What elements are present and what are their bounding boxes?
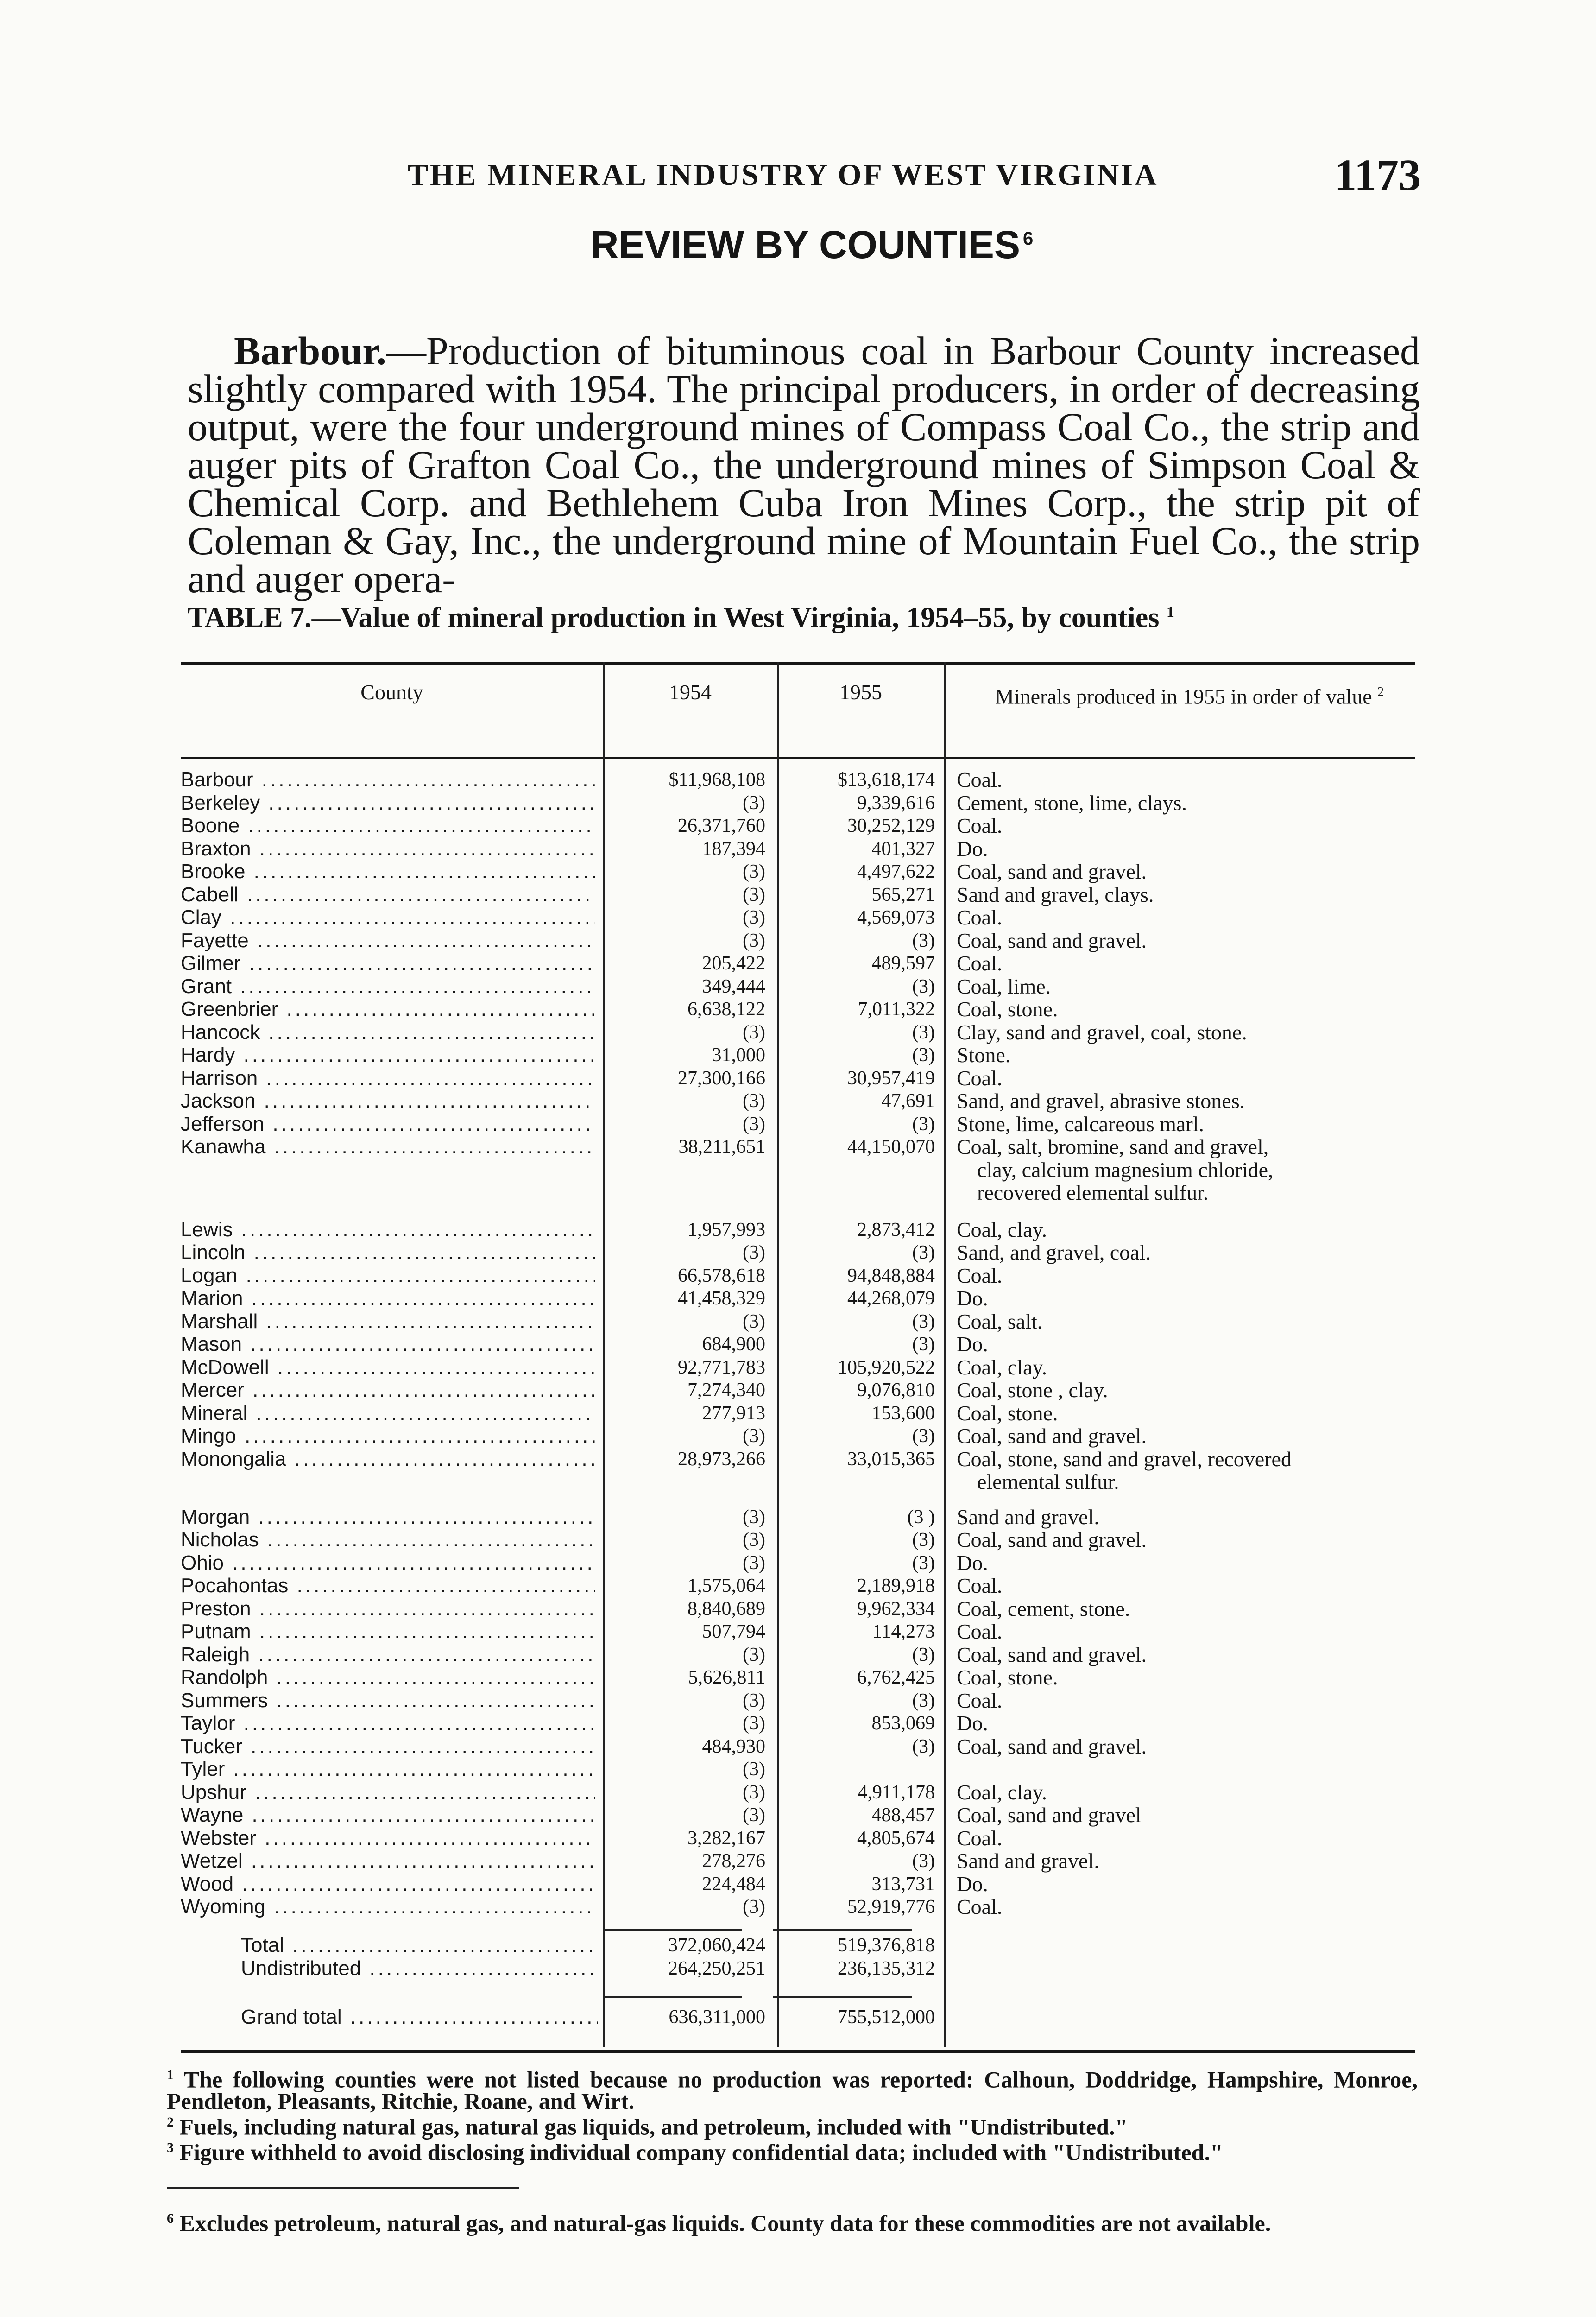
grand-total-row	[181, 2006, 1415, 2029]
footnote-2-mark: 2	[167, 2114, 174, 2130]
value-1955: (3)	[912, 1850, 935, 1872]
county-name: Webster .....	[181, 1827, 595, 1850]
value-1955: 153,600	[871, 1402, 935, 1424]
county-name: Hardy .....	[181, 1044, 595, 1067]
county-name: Barbour .....	[181, 768, 595, 791]
value-1955: (3)	[912, 1529, 935, 1551]
minerals-produced: Sand and gravel, clays.	[957, 882, 1154, 906]
table-row	[181, 1506, 1415, 1529]
column-header-minerals-text: Minerals produced in 1955 in order of value	[995, 684, 1372, 709]
minerals-produced: Coal, sand and gravel	[957, 1803, 1142, 1827]
table-row	[181, 768, 1415, 791]
value-1955: 30,957,419	[847, 1067, 935, 1089]
column-header-minerals-footnote-mark: 2	[1377, 685, 1384, 699]
total-1954: 636,311,000	[669, 2007, 765, 2028]
value-1955: 47,691	[881, 1090, 935, 1112]
county-name: Pocahontas .....	[181, 1574, 595, 1597]
value-1954: (3)	[743, 1552, 765, 1574]
county-name: Brooke .....	[181, 860, 595, 883]
minerals-produced: Sand and gravel.	[957, 1849, 1099, 1873]
county-name: Harrison .....	[181, 1067, 595, 1090]
minerals-produced-continued: elemental sulfur.	[977, 1470, 1119, 1494]
table-row	[181, 1424, 1415, 1448]
table-row	[181, 1758, 1415, 1781]
county-name: McDowell .....	[181, 1356, 595, 1379]
table-row	[181, 1402, 1415, 1425]
value-1955: 401,327	[871, 838, 935, 860]
value-1954: (3)	[743, 1759, 765, 1780]
table-row	[181, 1735, 1415, 1758]
minerals-produced: Sand, and gravel, coal.	[957, 1241, 1151, 1264]
county-name: Monongalia .....	[181, 1448, 595, 1471]
table-row-continuation	[181, 1470, 1415, 1494]
footnote-3-text: Figure withheld to avoid disclosing individual company confidential data; included with "Undistributed."	[179, 2139, 1223, 2165]
county-name: Grant .....	[181, 975, 595, 998]
table-row	[181, 814, 1415, 837]
value-1954: 3,282,167	[688, 1827, 765, 1849]
minerals-produced: Coal, stone, sand and gravel, recovered	[957, 1447, 1292, 1471]
minerals-produced: Coal.	[957, 1066, 1003, 1090]
value-1954: (3)	[743, 1690, 765, 1711]
value-1954: 224,484	[702, 1873, 765, 1895]
value-1954: 1,575,064	[688, 1575, 765, 1596]
minerals-produced: Coal, salt, bromine, sand and gravel,	[957, 1135, 1269, 1158]
minerals-produced: Sand and gravel.	[957, 1505, 1099, 1529]
value-1955: (3)	[912, 975, 935, 997]
minerals-produced: Do.	[957, 1711, 988, 1735]
table-row	[181, 1827, 1415, 1850]
county-name: Morgan .....	[181, 1506, 595, 1529]
value-1955: 4,497,622	[857, 861, 935, 882]
footnote-6-text: Excludes petroleum, natural gas, and natural-gas liquids. County data for these commodities are not available.	[179, 2210, 1271, 2236]
value-1955: 105,920,522	[838, 1356, 935, 1378]
value-1954: (3)	[743, 792, 765, 814]
table-row	[181, 1849, 1415, 1873]
county-name: Jackson .....	[181, 1089, 595, 1113]
minerals-produced: Coal.	[957, 1620, 1003, 1643]
value-1954: (3)	[743, 1529, 765, 1551]
value-1955: 313,731	[871, 1873, 935, 1895]
table-row	[181, 1895, 1415, 1918]
value-1954: 66,578,618	[678, 1265, 765, 1286]
table-row	[181, 1712, 1415, 1735]
value-1954: 7,274,340	[688, 1380, 765, 1401]
table-row	[181, 1333, 1415, 1356]
intro-paragraph	[188, 329, 1420, 601]
minerals-produced-continued: clay, calcium magnesium chloride,	[977, 1158, 1274, 1182]
table-row	[181, 1218, 1415, 1241]
table-row	[181, 837, 1415, 861]
county-name: Mineral .....	[181, 1402, 595, 1425]
table-row	[181, 883, 1415, 906]
minerals-produced: Coal, sand and gravel.	[957, 1642, 1147, 1666]
value-1955: 7,011,322	[858, 999, 935, 1020]
value-1955: 488,457	[871, 1804, 935, 1826]
minerals-produced: Coal, lime.	[957, 974, 1051, 998]
page-number: 1173	[1334, 150, 1421, 200]
county-name: Boone .....	[181, 814, 595, 837]
table-caption-text: TABLE 7.—Value of mineral production in West Virginia, 1954–55, by counties	[188, 602, 1160, 633]
value-1954: 38,211,651	[678, 1136, 765, 1158]
county-name: Marshall .....	[181, 1310, 595, 1333]
county-name: Hancock .....	[181, 1021, 595, 1044]
table-row	[181, 1113, 1415, 1136]
table-row	[181, 1310, 1415, 1333]
table-row	[181, 1089, 1415, 1113]
value-1954: (3)	[743, 1090, 765, 1112]
minerals-produced: Coal, sand and gravel.	[957, 928, 1147, 952]
value-1955: 52,919,776	[847, 1896, 935, 1918]
county-name: Logan .....	[181, 1264, 595, 1287]
value-1955: 4,911,178	[858, 1781, 935, 1803]
table-row	[181, 1551, 1415, 1575]
county-name: Taylor .....	[181, 1712, 595, 1735]
table-row	[181, 952, 1415, 975]
county-name: Nicholas .....	[181, 1528, 595, 1551]
value-1955: 4,805,674	[857, 1827, 935, 1849]
table-row	[181, 1873, 1415, 1896]
table-row	[181, 1528, 1415, 1551]
table-row	[181, 1356, 1415, 1379]
minerals-produced: Do.	[957, 1332, 988, 1356]
county-name: Tyler .....	[181, 1758, 595, 1781]
value-1954: 1,957,993	[688, 1219, 765, 1241]
value-1955: $13,618,174	[838, 769, 935, 791]
total-1954: 264,250,251	[668, 1958, 765, 1979]
value-1954: 92,771,783	[678, 1356, 765, 1378]
minerals-produced: Clay, sand and gravel, coal, stone.	[957, 1020, 1247, 1044]
value-1955: (3)	[912, 1735, 935, 1757]
value-1954: 28,973,266	[678, 1448, 765, 1470]
minerals-produced: Coal.	[957, 1574, 1003, 1597]
county-name: Randolph .....	[181, 1666, 595, 1689]
mineral-value-table	[181, 662, 1415, 2052]
table-row	[181, 1448, 1415, 1471]
value-1954: 278,276	[702, 1850, 765, 1872]
table-row	[181, 1597, 1415, 1621]
value-1954: (3)	[743, 907, 765, 928]
county-name: Ohio .....	[181, 1551, 595, 1575]
minerals-produced: Do.	[957, 1551, 988, 1575]
value-1954: (3)	[743, 1804, 765, 1826]
minerals-produced: Coal.	[957, 951, 1003, 975]
county-name: Mingo .....	[181, 1424, 595, 1448]
minerals-produced: Coal, stone.	[957, 997, 1058, 1021]
value-1955: 565,271	[871, 884, 935, 905]
intro-text: —Production of bituminous coal in Barbour County increased slightly compared with 1954. The principal producers, in order of decreasing output, were the four underground mines of Compass Coal Co., the strip and auger pits of Grafton Coal Co., the underground mines of Simpson Coal & Chemical Corp. and Bethlehem Cuba Iron Mines Corp., the strip pit of Coleman & Gay, Inc., the underground mine of Mountain Fuel Co., the strip and auger opera-	[188, 329, 1420, 601]
county-name: Mason .....	[181, 1333, 595, 1356]
value-1955: (3)	[912, 1334, 935, 1355]
table-row	[181, 1643, 1415, 1666]
table-header-rule	[181, 757, 1415, 759]
total-label: Undistributed .....	[241, 1957, 598, 1980]
minerals-produced: Coal, sand and gravel.	[957, 860, 1147, 883]
minerals-produced: Coal.	[957, 905, 1003, 929]
value-1954: (3)	[743, 930, 765, 951]
table-row	[181, 1781, 1415, 1804]
county-name: Berkeley .....	[181, 791, 595, 815]
county-name: Wood .....	[181, 1873, 595, 1896]
footnote-3-mark: 3	[167, 2140, 174, 2156]
county-name: Raleigh .....	[181, 1643, 595, 1666]
total-label: Grand total .....	[241, 2006, 598, 2029]
county-name: Preston .....	[181, 1597, 595, 1621]
footnote-1-mark: 1	[167, 2067, 174, 2083]
county-name: Fayette .....	[181, 929, 595, 952]
value-1955: (3)	[912, 1045, 935, 1066]
value-1954: (3)	[743, 1310, 765, 1332]
minerals-produced: Coal.	[957, 1263, 1003, 1287]
county-name: Cabell .....	[181, 883, 595, 906]
total-label: Total .....	[241, 1934, 598, 1957]
value-1954: (3)	[743, 1781, 765, 1803]
value-1955: 489,597	[871, 953, 935, 974]
value-1955: 44,150,070	[847, 1136, 935, 1158]
value-1955: 94,848,884	[847, 1265, 935, 1286]
value-1955: (3)	[912, 1021, 935, 1043]
value-1954: (3)	[743, 1644, 765, 1665]
minerals-produced: Do.	[957, 836, 988, 861]
county-name: Wyoming .....	[181, 1895, 595, 1918]
table-row	[181, 1067, 1415, 1090]
table-row	[181, 1379, 1415, 1402]
value-1955: (3)	[912, 930, 935, 951]
value-1954: 26,371,760	[678, 815, 765, 836]
value-1954: (3)	[743, 1425, 765, 1447]
value-1955: 2,873,412	[857, 1219, 935, 1241]
county-name: Lewis .....	[181, 1218, 595, 1241]
county-name: Tucker .....	[181, 1735, 595, 1758]
value-1955: (3)	[912, 1644, 935, 1665]
value-1955: 2,189,918	[857, 1575, 935, 1596]
footnote-1-text: The following counties were not listed because no production was reported: Calhoun, Doddridge, Hampshire, Monroe, Pendleton, Pleasants, Ritchie, Roane, and Wirt.	[167, 2066, 1418, 2114]
value-1954: 41,458,329	[678, 1288, 765, 1309]
sum-rule	[773, 1929, 912, 1931]
value-1954: $11,968,108	[669, 769, 765, 791]
value-1954: (3)	[743, 1113, 765, 1135]
minerals-produced: Do.	[957, 1286, 988, 1310]
county-name: Wetzel .....	[181, 1849, 595, 1873]
minerals-produced: Stone.	[957, 1043, 1011, 1067]
value-1954: 277,913	[702, 1402, 765, 1424]
column-header-minerals	[964, 680, 1415, 709]
county-name: Summers .....	[181, 1689, 595, 1712]
value-1954: 5,626,811	[688, 1667, 765, 1688]
sum-rule	[603, 1996, 742, 1998]
value-1954: (3)	[743, 1896, 765, 1918]
county-name: Mercer .....	[181, 1379, 595, 1402]
column-header-1954: 1954	[669, 680, 712, 704]
total-row	[181, 1934, 1415, 1957]
table-row-continuation	[181, 1158, 1415, 1182]
total-1955: 236,135,312	[838, 1958, 935, 1979]
value-1954: (3)	[743, 1506, 765, 1528]
table-bottom-rule	[181, 2050, 1415, 2053]
footnote-2-text: Fuels, including natural gas, natural gas liquids, and petroleum, included with "Undistributed."	[179, 2114, 1128, 2140]
value-1955: 30,252,129	[847, 815, 935, 836]
value-1954: 187,394	[702, 838, 765, 860]
footnote-divider	[167, 2187, 519, 2189]
value-1955: (3)	[912, 1310, 935, 1332]
table-row	[181, 975, 1415, 998]
minerals-produced: Stone, lime, calcareous marl.	[957, 1112, 1204, 1136]
minerals-produced: Sand, and gravel, abrasive stones.	[957, 1089, 1245, 1113]
value-1955: 6,762,425	[857, 1667, 935, 1688]
county-name: Gilmer .....	[181, 952, 595, 975]
value-1955: 4,569,073	[857, 907, 935, 928]
value-1954: (3)	[743, 1713, 765, 1734]
value-1955: 853,069	[871, 1713, 935, 1734]
table-row	[181, 1574, 1415, 1597]
footnote-1	[167, 2064, 1418, 2112]
county-name: Braxton .....	[181, 837, 595, 861]
page-header	[0, 149, 1596, 200]
table-row	[181, 906, 1415, 929]
sum-rule	[603, 1929, 742, 1931]
table-row	[181, 1287, 1415, 1310]
table-row	[181, 998, 1415, 1021]
county-name: Putnam .....	[181, 1620, 595, 1643]
value-1954: (3)	[743, 861, 765, 882]
minerals-produced: Coal, salt.	[957, 1309, 1043, 1333]
value-1954: 31,000	[712, 1045, 765, 1066]
section-title-footnote-mark: 6	[1023, 228, 1034, 249]
table-row	[181, 1666, 1415, 1689]
minerals-produced: Coal, cement, stone.	[957, 1596, 1130, 1621]
value-1954: 8,840,689	[688, 1598, 765, 1620]
value-1955: 33,015,365	[847, 1448, 935, 1470]
table-caption	[188, 601, 1420, 634]
minerals-produced: Coal.	[957, 1895, 1003, 1918]
value-1954: 684,900	[702, 1334, 765, 1355]
value-1954: 507,794	[702, 1621, 765, 1642]
value-1955: 9,076,810	[857, 1380, 935, 1401]
value-1955: 44,268,079	[847, 1288, 935, 1309]
minerals-produced: Coal, stone , clay.	[957, 1378, 1108, 1402]
table-row	[181, 1804, 1415, 1827]
table-row	[181, 791, 1415, 815]
value-1954: 484,930	[702, 1735, 765, 1757]
footnote-6-mark: 6	[167, 2211, 174, 2226]
total-1955: 519,376,818	[838, 1935, 935, 1956]
total-1955: 755,512,000	[838, 2007, 935, 2028]
county-name: Greenbrier .....	[181, 998, 595, 1021]
county-name: Wayne .....	[181, 1804, 595, 1827]
value-1954: (3)	[743, 1021, 765, 1043]
running-head: THE MINERAL INDUSTRY OF WEST VIRGINIA	[408, 158, 1159, 192]
minerals-produced: Coal.	[957, 814, 1003, 837]
value-1955: (3)	[912, 1113, 935, 1135]
table-row	[181, 860, 1415, 883]
table-row	[181, 929, 1415, 952]
minerals-produced: Coal, clay.	[957, 1217, 1047, 1241]
table-row	[181, 1241, 1415, 1264]
value-1955: 9,962,334	[857, 1598, 935, 1620]
value-1955: (3)	[912, 1242, 935, 1263]
table-footnotes	[167, 2064, 1418, 2163]
minerals-produced: Coal.	[957, 768, 1003, 791]
table-row	[181, 1620, 1415, 1643]
table-row	[181, 1021, 1415, 1044]
value-1955: (3)	[912, 1552, 935, 1574]
value-1954: 27,300,166	[678, 1067, 765, 1089]
value-1955: (3 )	[907, 1506, 935, 1528]
minerals-produced: Coal, stone.	[957, 1401, 1058, 1425]
table-caption-footnote-mark: 1	[1166, 603, 1174, 621]
section-title-text: REVIEW BY COUNTIES	[590, 223, 1020, 266]
minerals-produced: Do.	[957, 1872, 988, 1896]
minerals-produced: Coal, sand and gravel.	[957, 1528, 1147, 1551]
county-name: Upshur .....	[181, 1781, 595, 1804]
column-header-1955: 1955	[839, 680, 882, 704]
table-row-continuation	[181, 1181, 1415, 1204]
value-1955: (3)	[912, 1690, 935, 1711]
table-top-rule	[181, 662, 1415, 665]
table-row	[181, 1044, 1415, 1067]
value-1955: 9,339,616	[857, 792, 935, 814]
value-1954: 349,444	[702, 975, 765, 997]
table-row	[181, 1689, 1415, 1712]
footnote-6	[167, 2208, 1418, 2234]
minerals-produced: Coal.	[957, 1826, 1003, 1850]
value-1954: (3)	[743, 884, 765, 905]
county-name: Jefferson .....	[181, 1113, 595, 1136]
minerals-produced: Coal.	[957, 1688, 1003, 1712]
minerals-produced: Coal, sand and gravel.	[957, 1424, 1147, 1448]
minerals-produced: Coal, clay.	[957, 1355, 1047, 1379]
minerals-produced: Coal, stone.	[957, 1665, 1058, 1689]
footnote-3	[167, 2137, 1418, 2163]
minerals-produced: Coal, clay.	[957, 1780, 1047, 1804]
minerals-produced: Coal, sand and gravel.	[957, 1734, 1147, 1758]
county-name: Marion .....	[181, 1287, 595, 1310]
minerals-produced: Cement, stone, lime, clays.	[957, 791, 1187, 815]
value-1954: 6,638,122	[688, 999, 765, 1020]
table-row	[181, 1135, 1415, 1158]
section-title	[0, 222, 1596, 267]
footnote-2	[167, 2112, 1418, 2138]
value-1954: 205,422	[702, 953, 765, 974]
county-name: Kanawha .....	[181, 1135, 595, 1158]
minerals-produced-continued: recovered elemental sulfur.	[977, 1181, 1209, 1204]
value-1954: (3)	[743, 1242, 765, 1263]
total-1954: 372,060,424	[668, 1935, 765, 1956]
intro-lead-county: Barbour.	[234, 329, 386, 373]
table-row	[181, 1264, 1415, 1287]
value-1955: 114,273	[872, 1621, 935, 1642]
total-row	[181, 1957, 1415, 1980]
value-1955: (3)	[912, 1425, 935, 1447]
county-name: Clay .....	[181, 906, 595, 929]
county-name: Lincoln .....	[181, 1241, 595, 1264]
column-header-county: County	[360, 680, 423, 704]
sum-rule	[773, 1996, 912, 1998]
